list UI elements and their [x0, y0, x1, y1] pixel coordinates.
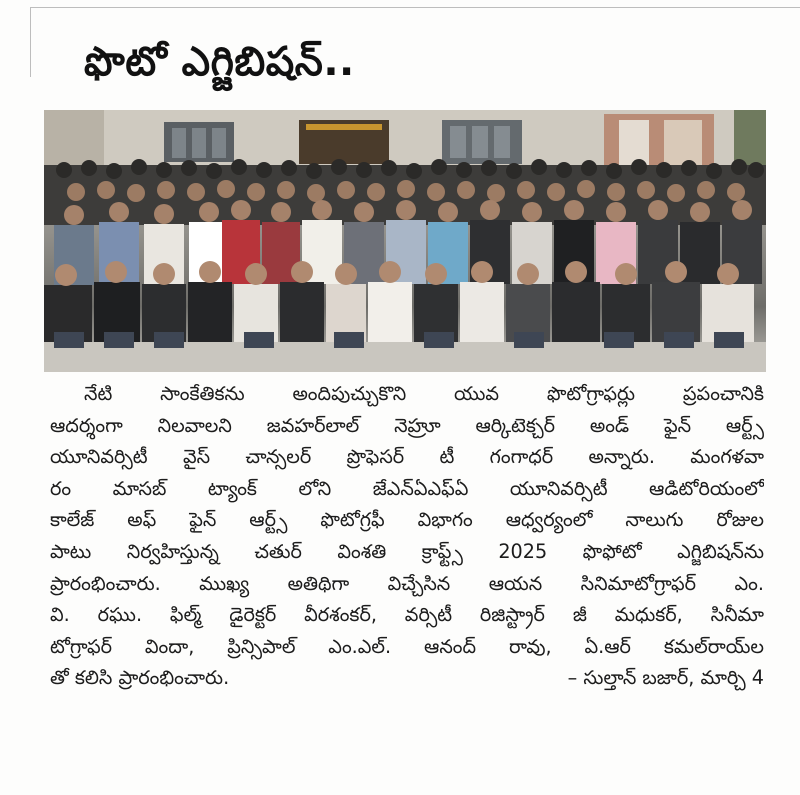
article-line: నేటి సాంకేతికను అందిపుచ్చుకొని యువ ఫొటోగ్రాఫర్లు ప్రపంచానికి	[84, 382, 764, 405]
article-line: యూనివర్సిటీ వైస్ చాన్సలర్ ప్రొఫెసర్ టీ గంగాధర్ అన్నారు. మంగళవా	[50, 445, 764, 469]
article-line: ఆదర్శంగా నిలవాలని జవహర్‌లాల్ నెహ్రూ ఆర్కిటెక్చర్ అండ్ ఫైన్ ఆర్ట్స్	[50, 413, 764, 437]
left-border-rule	[30, 7, 31, 77]
article-body	[50, 378, 764, 694]
article-line: ప్రారంభించారు. ముఖ్య అతిథిగా విచ్చేసిన ఆయన సినిమాటోగ్రాఫర్ ఎం.	[50, 571, 764, 595]
article-line: వి. రఘు. ఫిల్మ్ డైరెక్టర్ వీరశంకర్, వర్సిటీ రిజిస్ట్రార్ జీ మధుకర్, సినీమా	[50, 603, 764, 627]
article-line: రం మాసబ్ ట్యాంక్ లోని జేఎన్ఏఎఫ్ఏ యూనివర్సిటీ ఆడిటోరియంలో	[50, 476, 764, 500]
article-line: తో కలిసి ప్రారంభించారు.	[50, 666, 230, 690]
group-photo	[44, 110, 766, 372]
article-line: టోగ్రాఫర్ విందా, ప్రిన్సిపాల్ ఎం.ఎల్. ఆనంద్ రావు, ఏ.ఆర్ కమల్‌రాయ్‌ల	[50, 634, 764, 658]
headline: ఫొటో ఎగ్జిబిషన్..	[84, 39, 355, 85]
article-line: కాలేజ్ అఫ్ ఫైన్ ఆర్ట్స్ ఫొటోగ్రఫీ విభాగం ఆధ్వర్యంలో నాలుగు రోజుల	[50, 508, 764, 532]
top-border-rule	[30, 7, 800, 8]
group-photo-illustration	[44, 110, 766, 372]
article-line-last	[50, 662, 764, 694]
dateline: – సుల్తాన్ బజార్, మార్చి 4	[567, 666, 764, 690]
article-line: పాటు నిర్వహిస్తున్న చతుర్ వింశతి క్రాఫ్ట్స్ 2025 ఫొఫోటో ఎగ్జిబిషన్‌ను	[50, 539, 764, 563]
